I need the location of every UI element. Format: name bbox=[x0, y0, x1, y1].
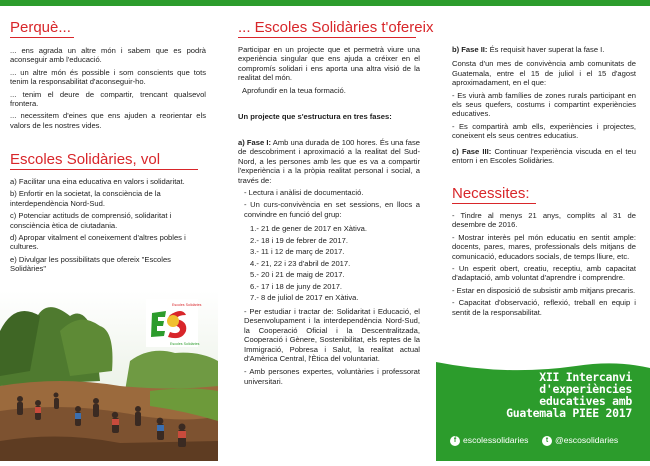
necessites-item: - Tindre al menys 21 anys, complits al 31 de desembre de 2016. bbox=[452, 211, 636, 230]
title-underline bbox=[452, 203, 536, 204]
perque-item: ... un altre món és possible i som conscients que tots tenim la responsabilitat d'aconseguir-ho. bbox=[10, 67, 206, 87]
vol-item: b) Enfortir en la societat, la consciència de la interdependència Nord-Sud. bbox=[10, 189, 161, 208]
perque-item: ... ens agrada un altre món i sabem que es podrà aconseguir amb l'educació. bbox=[10, 46, 206, 65]
fase1-text: Amb una durada de 100 hores. És una fase de descobriment i aproximació a la realitat del Sud-Nord, a les persones amb les que es va a compartir l'experiència i a la pròpia realitat personal i social, a través de: bbox=[238, 138, 421, 185]
date-item: 4.- 21, 22 i 23 d'abril de 2017. bbox=[250, 258, 351, 268]
vol-list bbox=[10, 177, 206, 277]
footer-title-line: educatives amb bbox=[539, 394, 632, 408]
date-item: 5.- 20 i 21 de maig de 2017. bbox=[250, 270, 345, 279]
ofereix-intro2: Aprofundir en la teua formació. bbox=[242, 85, 346, 95]
perque-title: Perquè... bbox=[10, 19, 71, 36]
title-underline bbox=[10, 37, 74, 38]
structure-title: Un projecte que s'estructura en tres fases: bbox=[238, 112, 392, 121]
title-underline bbox=[10, 169, 198, 170]
fase2-item: - Es viurà amb famílies de zones rurals participant en els seus quefers, costums i compartint experiències educatives. bbox=[452, 90, 636, 119]
date-item: 7.- 8 de juliol de 2017 en Xàtiva. bbox=[250, 293, 359, 302]
twitter-link[interactable] bbox=[542, 433, 618, 447]
ofereix-intro: Participar en un projecte que et permetrà viure una experiència singular que ens ajuda a créixer en el compromís solidari i ens aporta una altra visió de la realitat del món. bbox=[238, 45, 420, 83]
fase2-block bbox=[452, 45, 636, 168]
facebook-link[interactable] bbox=[450, 433, 528, 447]
date-item: 6.- 17 i 18 de juny de 2017. bbox=[250, 281, 343, 291]
date-item: 3.- 11 i 12 de març de 2017. bbox=[250, 247, 345, 256]
estudiar-block bbox=[244, 307, 420, 389]
perque-item: ... necessitem d'eines que ens ajuden a reorientar els valors de les nostres vides. bbox=[10, 111, 206, 130]
fase1-label: a) Fase I: bbox=[238, 138, 272, 147]
facebook-handle: escolessolidaries bbox=[463, 435, 529, 445]
fase1-block bbox=[238, 138, 420, 222]
green-top-stripe bbox=[436, 0, 650, 6]
date-item: 1.- 21 de gener de 2017 en Xàtiva. bbox=[250, 224, 367, 233]
twitter-handle: @escosolidaries bbox=[555, 435, 619, 445]
fase2-text: És requisit haver superat la fase I. bbox=[487, 45, 605, 54]
column-middle bbox=[218, 0, 436, 461]
title-underline bbox=[238, 37, 416, 38]
column-left bbox=[0, 0, 218, 461]
perque-list bbox=[10, 46, 206, 133]
logo-text-top: Escoles Solidàries bbox=[172, 303, 202, 307]
footer-title-line: d'experiències bbox=[539, 382, 632, 396]
fase2-item: - Es compartirà amb ells, experiències i projectes, coneixent els seus centres educatius. bbox=[452, 121, 636, 141]
date-item: 2.- 18 i 19 de febrer de 2017. bbox=[250, 235, 348, 245]
twitter-icon: t bbox=[542, 436, 552, 446]
logo-text-bottom: Escoles Solidàries bbox=[170, 342, 200, 346]
ofereix-intro-block bbox=[238, 45, 420, 98]
estudiar-text: - Per estudiar i tractar de: Solidaritat i Educació, el Desenvolupament i la interdependència Nord-Sud, la Cooperació Oficial i la Descentralitzada, Cooperació i Gènere, Sostenibilitat, els reptes de la Immigració, Pobresa i Salut, la realitat actual d'Amèrica Central, l'Ètica del voluntariat. bbox=[244, 307, 420, 364]
necessites-list bbox=[452, 211, 636, 320]
fase3-label: c) Fase III: bbox=[452, 146, 492, 156]
necessites-title: Necessites: bbox=[452, 185, 530, 202]
vol-item: d) Apropar vitalment el coneixement d'altres pobles i cultures. bbox=[10, 233, 186, 252]
vol-item: e) Divulgar les possibilitats que ofereix "Escoles Solidàries" bbox=[10, 254, 171, 274]
ofereix-title: ... Escoles Solidàries t'ofereix bbox=[238, 19, 434, 36]
necessites-item: - Un esperit obert, creatiu, receptiu, amb capacitat d'adaptació, amb voluntat d'aprendre i comprendre. bbox=[452, 264, 636, 283]
green-top-stripe bbox=[0, 0, 218, 6]
vol-item: a) Facilitar una eina educativa en valors i solidaritat. bbox=[10, 177, 185, 186]
green-top-stripe bbox=[218, 0, 436, 6]
necessites-item: - Estar en disposició de subsistir amb mitjans precaris. bbox=[452, 285, 636, 295]
facebook-icon: f bbox=[450, 436, 460, 446]
perque-item: ... tenim el deure de compartir, trencant qualsevol frontera. bbox=[10, 89, 206, 109]
vol-item: c) Potenciar actituds de comprensió, solidaritat i consciència ètica de ciutadania. bbox=[10, 211, 172, 230]
experts-text: - Amb persones expertes, voluntàries i professorat universitari. bbox=[244, 367, 420, 386]
necessites-item: - Capacitat d'observació, reflexió, treball en equip i sentit de la responsabilitat. bbox=[452, 298, 636, 317]
fase1-curs: - Un curs-convivència en set sessions, en llocs a convindre en funció del grup: bbox=[244, 200, 420, 219]
vol-title: Escoles Solidàries, vol bbox=[10, 151, 161, 168]
fase2-label: b) Fase II: bbox=[452, 45, 488, 54]
fase2-desc: Consta d'un mes de convivència amb comunitats de Guatemala, entre el 15 de juliol i el 15 d'agost aproximadament, en el que: bbox=[452, 59, 636, 88]
dates-list bbox=[250, 223, 420, 304]
necessites-item: - Mostrar interès pel món educatiu en sentit ample: docents, pares, mares, professionals dels mitjans de comunicació, educadors socials, de temps lliure, etc. bbox=[452, 232, 636, 261]
footer-title-line: XII Intercanvi bbox=[539, 370, 632, 384]
fase3-text: Continuar l'experiència viscuda en el teu entorn i en Escoles Solidàries. bbox=[452, 146, 636, 166]
fase1-lectura: - Lectura i anàlisi de documentació. bbox=[244, 188, 364, 198]
footer-title-line: Guatemala PIEE 2017 bbox=[506, 406, 632, 420]
escoles-solidaries-logo bbox=[146, 299, 202, 347]
